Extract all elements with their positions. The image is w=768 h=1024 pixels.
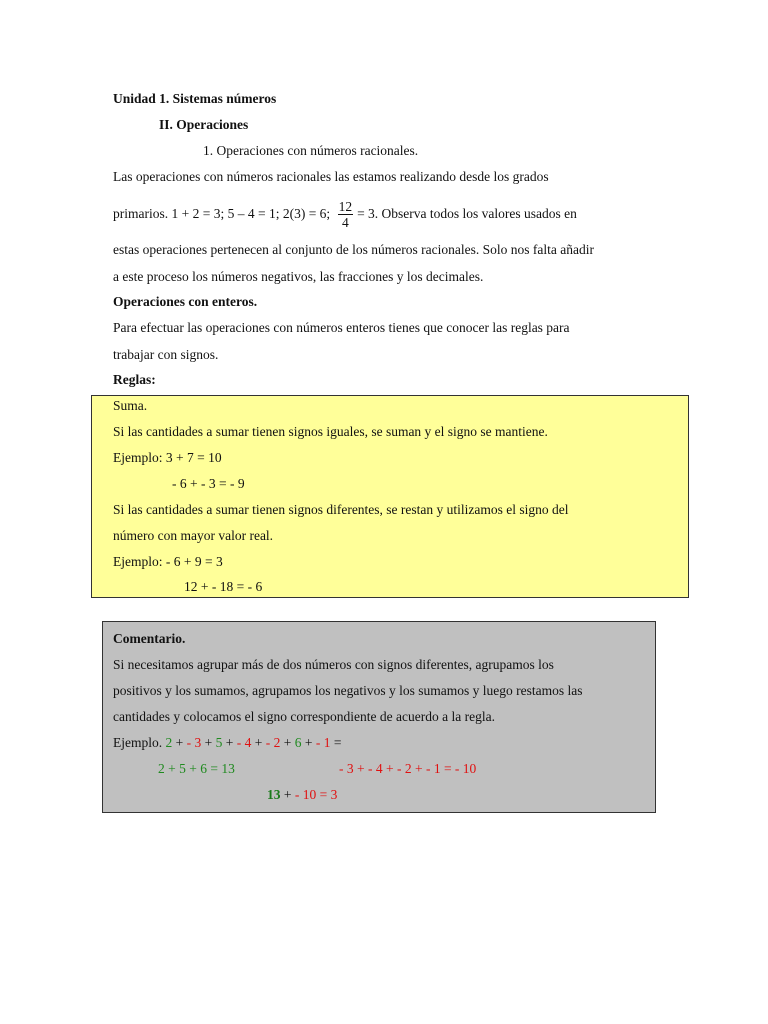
- suma-rule-2b: número con mayor valor real.: [113, 528, 274, 543]
- positives-sum: 2 + 5 + 6 = 13: [158, 761, 235, 776]
- example-term: 6: [294, 735, 302, 750]
- negatives-sum: - 3 + - 4 + - 2 + - 1 = - 10: [339, 761, 477, 776]
- suma-rule-1: Si las cantidades a sumar tienen signos iguales, se suman y el signo se mantiene.: [113, 424, 548, 439]
- section-title: II. Operaciones: [159, 117, 249, 132]
- suma-example-2a: Ejemplo: - 6 + 9 = 3: [113, 554, 223, 569]
- example-term: - 3: [186, 735, 202, 750]
- example-term: +: [280, 735, 295, 750]
- final-result: [267, 786, 337, 804]
- example-term: 2: [165, 735, 173, 750]
- suma-example-2b: 12 + - 18 = - 6: [184, 579, 263, 594]
- example-term: +: [301, 735, 316, 750]
- suma-example-1b: - 6 + - 3 = - 9: [172, 476, 245, 491]
- example-term: =: [330, 735, 342, 750]
- intro-line-2-start: primarios. 1 + 2 = 3; 5 – 4 = 1; 2(3) = 6;: [113, 206, 331, 221]
- enteros-line-1: Para efectuar las operaciones con números enteros tienes que conocer las reglas para: [113, 320, 570, 335]
- intro-line-1: Las operaciones con números racionales las estamos realizando desde los grados: [113, 169, 549, 184]
- comment-line-1: Si necesitamos agrupar más de dos números con signos diferentes, agrupamos los: [113, 657, 554, 672]
- enteros-title: Operaciones con enteros.: [113, 294, 258, 309]
- unit-title: Unidad 1. Sistemas números: [113, 91, 277, 106]
- example-term: 5: [215, 735, 223, 750]
- example-term: +: [201, 735, 216, 750]
- suma-rule-2a: Si las cantidades a sumar tienen signos diferentes, se restan y utilizamos el signo del: [113, 502, 569, 517]
- enteros-line-2: trabajar con signos.: [113, 347, 219, 362]
- example-term: - 1: [315, 735, 331, 750]
- example-term: +: [172, 735, 187, 750]
- intro-line-2-end: = 3. Observa todos los valores usados en: [357, 206, 577, 221]
- suma-example-1a: Ejemplo: 3 + 7 = 10: [113, 450, 222, 465]
- example-term: +: [251, 735, 266, 750]
- example-term: - 2: [265, 735, 281, 750]
- final-plus: +: [280, 787, 295, 802]
- rules-label: Reglas:: [113, 372, 156, 387]
- fraction-denominator: 4: [341, 215, 349, 231]
- comment-example-label: Ejemplo.: [113, 735, 163, 750]
- fraction: [338, 199, 354, 230]
- comment-line-2: positivos y los sumamos, agrupamos los negativos y los sumamos y luego restamos las: [113, 683, 583, 698]
- final-positive: 13: [267, 787, 281, 802]
- comment-line-3: cantidades y colocamos el signo correspondiente de acuerdo a la regla.: [113, 709, 495, 724]
- intro-line-4: a este proceso los números negativos, las fracciones y los decimales.: [113, 269, 484, 284]
- fraction-numerator: 12: [338, 199, 353, 215]
- comment-example-expression: [166, 735, 342, 750]
- comment-title: Comentario.: [113, 631, 186, 646]
- suma-title: Suma.: [113, 398, 148, 413]
- example-term: +: [222, 735, 237, 750]
- final-negative-result: - 10 = 3: [294, 787, 338, 802]
- example-term: - 4: [236, 735, 252, 750]
- intro-line-2: [113, 196, 577, 232]
- intro-line-3: estas operaciones pertenecen al conjunto de los números racionales. Solo nos falta añadir: [113, 242, 594, 257]
- subsection-title: 1. Operaciones con números racionales.: [203, 143, 419, 158]
- comment-example: [113, 734, 342, 752]
